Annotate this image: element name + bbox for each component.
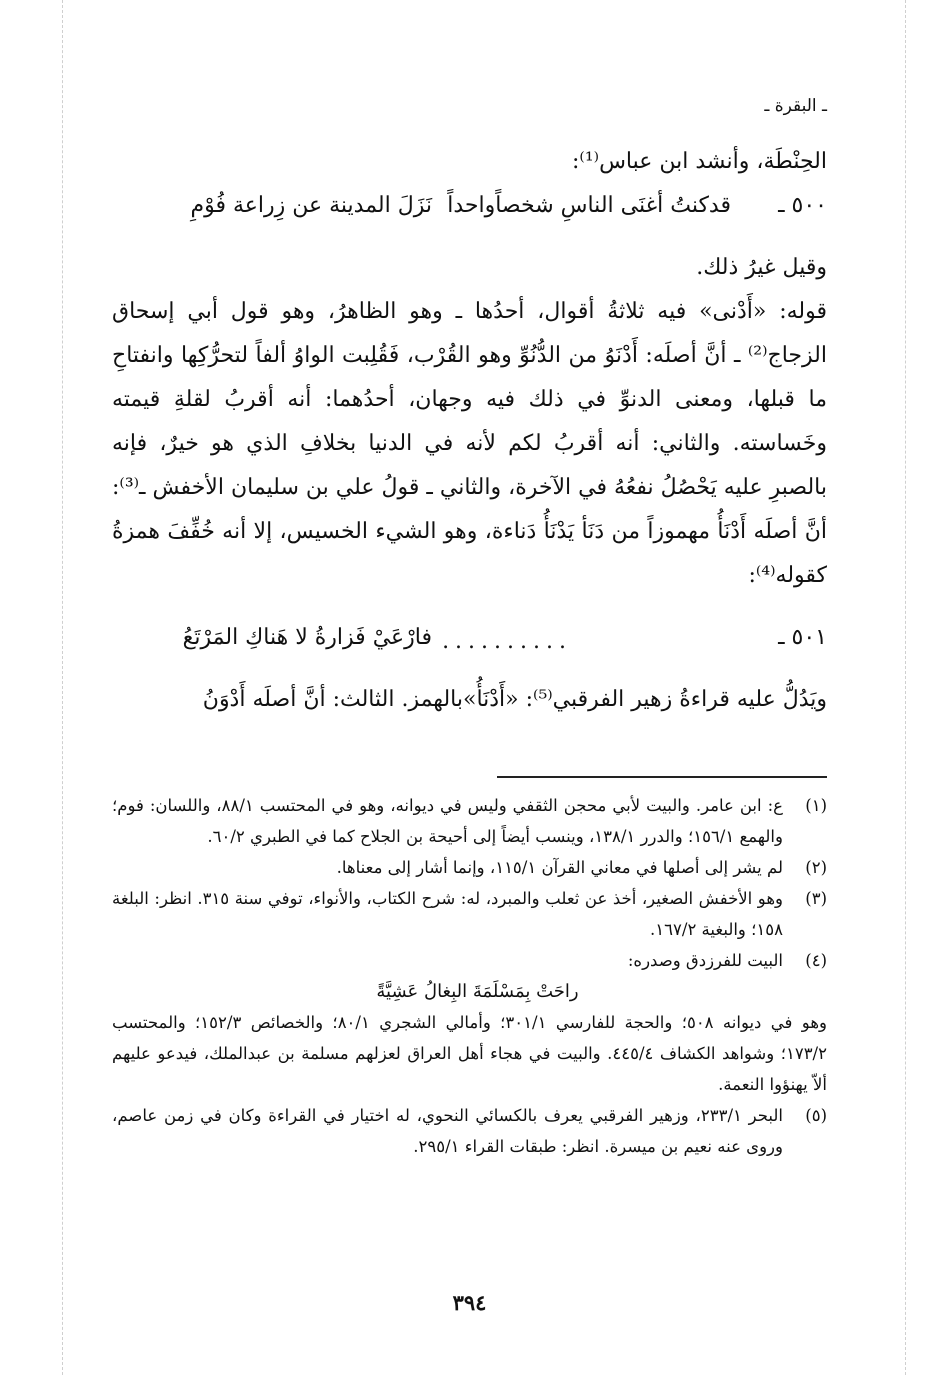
- verse-number: ٥٠١ ـ: [778, 625, 827, 650]
- footnote-poem-line: راحَتْ بِمَسْلَمَةَ البِغالُ عَشِيَّةً: [376, 981, 579, 1002]
- verse-number: ٥٠٠ ـ: [778, 193, 827, 218]
- footnote-separator: [497, 776, 827, 778]
- footnote-number: (٥): [805, 1106, 827, 1125]
- verse-omitted-dots: ..........: [442, 629, 572, 654]
- footnotes: [112, 790, 827, 1162]
- verse-501: [112, 616, 827, 678]
- footnote-text: البيت للفرزدق وصدره:: [627, 951, 783, 970]
- footnote: [112, 945, 827, 1100]
- other-opinion-line: وقيل غيرُ ذلك.: [696, 255, 827, 280]
- footnote-text: البحر ٢٣٣/١، وزهير الفرقبي يعرف بالكسائي النحوي، له اختيار في القراءة وكان في زمن عاصم، وروى عنه نعيم بن ميسرة. انظر: طبقات القراء ٢٩٥/١.: [112, 1106, 783, 1156]
- verse-hemistich-first: قدكنتُ أغنَى الناسِ شخصاًواحداً: [447, 193, 731, 218]
- verse-500: [112, 184, 827, 246]
- footnote: [112, 883, 827, 945]
- running-head: ـ البقرة ـ: [764, 96, 827, 116]
- footnote-number: (٢): [805, 858, 827, 877]
- footnote-number: (٣): [805, 889, 827, 908]
- footnote: [112, 1100, 827, 1162]
- footnote-text: وهو الأخفش الصغير، أخذ عن ثعلب والمبرد، له: شرح الكتاب، والأنواء، توفي سنة ٣١٥. انظر: البلغة ١٥٨؛ والبغية ١٦٧/٢.: [112, 889, 783, 939]
- footnote-number: (٤): [805, 951, 827, 970]
- footnote-text-continued: وهو في ديوانه ٥٠٨؛ والحجة للفارسي ٣٠١/١؛ وأمالي الشجري ٨٠/١؛ والخصائص ١٥٢/٣؛ والمحتسب ١٧٣/٢؛ وشواهد الكشاف ٤٤٥/٤. والبيت في هجاء أهل العراق لعزلهم مسلمة بن عبدالملك، فيدعو عليهم ألاّ يهنؤوا النعمة.: [112, 1013, 827, 1094]
- footnote-text: لم يشر إلى أصلها في معاني القرآن ١١٥/١، وإنما أشار إلى معناها.: [336, 858, 783, 877]
- footnote-text: ع: ابن عامر. والبيت لأبي محجن الثقفي وليس في ديوانه، وهو في المحتسب ٨٨/١، واللسان: فوم؛ والهمع ١٥٦/١؛ والدرر ١٣٨/١، وينسب أيضاً إلى أحيحة بن الجلاح كما في الطبري ٦٠/٢.: [112, 796, 783, 846]
- page-number: ٣٩٤: [452, 1290, 487, 1315]
- footnote-number: (١): [805, 796, 827, 815]
- intro-line: الحِنْطَة، وأنشد ابن عباس⁽¹⁾:: [572, 149, 827, 174]
- margin-guide-left: [62, 0, 63, 1375]
- verse-hemistich-second: نَزَلَ المدينة عن زِراعة فُوْمِ: [190, 193, 432, 218]
- margin-guide-right: [905, 0, 906, 1375]
- verse-hemistich-second: فارْعَيْ فَزارةُ لا هَناكِ المَرْتَعُ: [182, 625, 432, 650]
- commentary-paragraph: قوله: «أَدْنى» فيه ثلاثةُ أقوال، أحدُها ـ وهو الظاهرُ، وهو قول أبي إسحاق الزجاج⁽²⁾ ـ أنَّ أصلَه: أَدْنَوُ من الدُّنُوِّ وهو القُرْب، فَقُلِبت الواوُ ألفاً لتحرُّكِها وانفتاحِ ما قبلها، ومعنى الدنوِّ في ذلك فيه وجهان، أحدُهما: أنه أقربُ لقلةِ قيمته وخَساسته. والثاني: أنه أقربُ لكم لأنه في الدنيا بخلافِ الذي هو خيرٌ، فإنه بالصبرِ عليه يَحْصُلُ نفعُهُ في الآخرة، والثاني ـ قولُ علي بن سليمان الأخفش ـ⁽³⁾: أنَّ أصلَه أَدْنَأُ مهموزاً من دَنَأ يَدْنَأُ دَناءة، وهو الشيء الخسيس، إلا أنه خُفِّفَ همزةُ كقوله⁽⁴⁾:: [112, 299, 827, 588]
- main-text: [112, 140, 827, 722]
- last-line: ويَدُلُّ عليه قراءةُ زهير الفرقبي⁽⁵⁾: «أَدْنَأُ»بالهمز. الثالث: أنَّ أصلَه أَدْوَنُ: [202, 687, 827, 712]
- footnote: [112, 790, 827, 852]
- footnote: [112, 852, 827, 883]
